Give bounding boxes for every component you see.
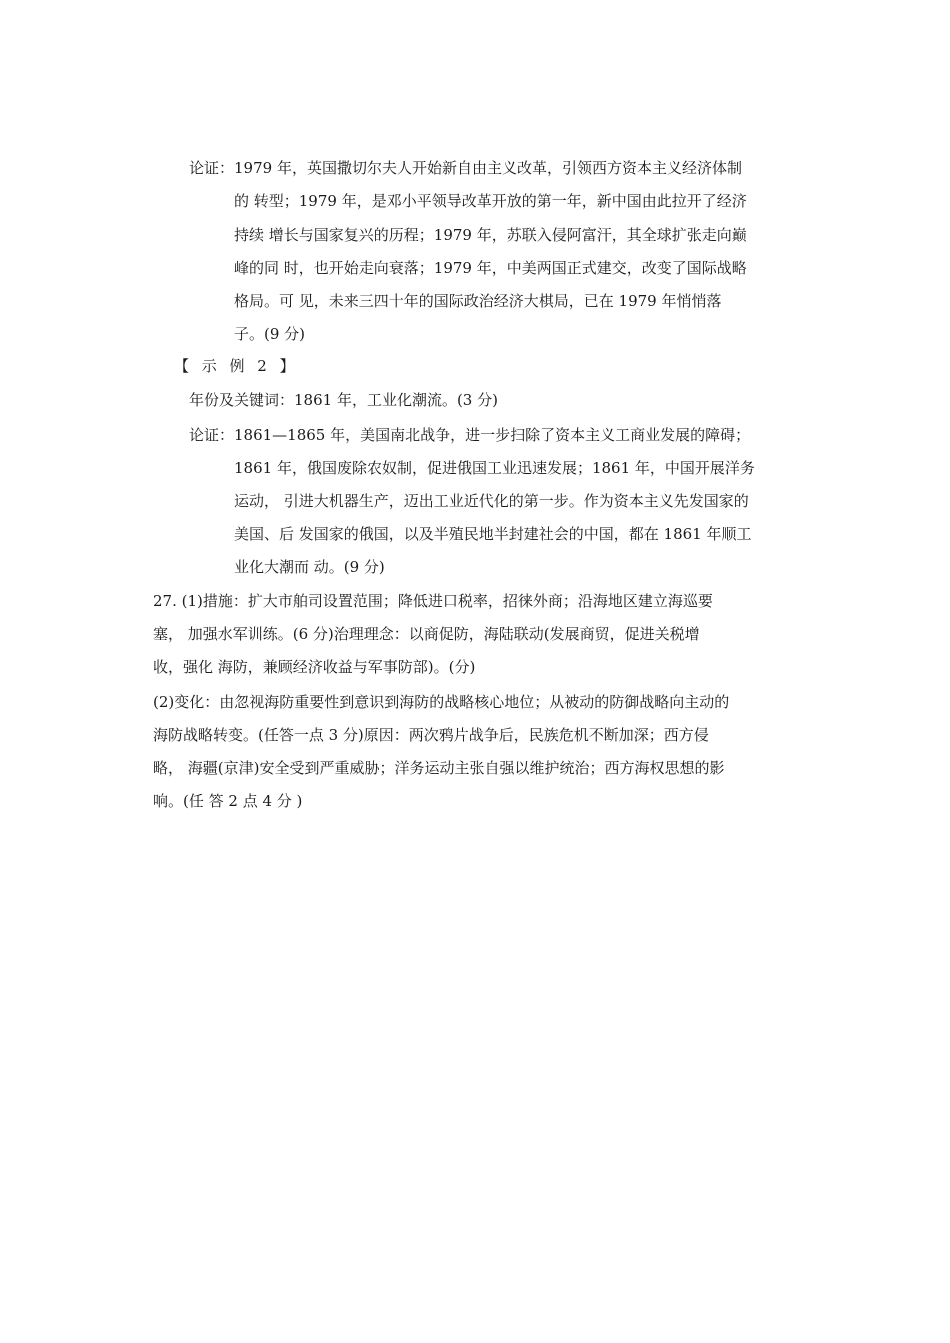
example1-argument-line-3: 持续 增长与国家复兴的历程；1979 年，苏联入侵阿富汗，其全球扩张走向巅 — [234, 226, 747, 244]
example2-argument-line-3: 运动， 引进大机器生产，迈出工业近代化的第一步。作为资本主义先发国家的 — [234, 492, 749, 510]
example1-argument-line-2: 的 转型；1979 年，是邓小平领导改革开放的第一年，新中国由此拉开了经济 — [234, 192, 747, 210]
example1-argument-line-4: 峰的同 时，也开始走向衰落；1979 年，中美两国正式建交，改变了国际战略 — [234, 259, 747, 277]
q27-part2-line-4: 响。(任 答 2 点 4 分 ) — [153, 792, 303, 810]
q27-part1-line-1: 27. (1)措施：扩大市舶司设置范围；降低进口税率，招徕外商；沿海地区建立海巡要 — [153, 592, 713, 610]
example2-label: 【 示 例 2 】 — [174, 357, 299, 375]
example1-argument-line-1: 论证：1979 年，英国撒切尔夫人开始新自由主义改革，引领西方资本主义经济体制 — [189, 159, 742, 177]
example1-argument-line-6: 子。(9 分) — [234, 325, 306, 343]
example2-argument-line-5: 业化大潮而 动。(9 分) — [234, 558, 385, 576]
example2-argument-line-4: 美国、后 发国家的俄国，以及半殖民地半封建社会的中国，都在 1861 年顺工 — [234, 525, 752, 543]
example2-argument-line-1: 论证：1861—1865 年，美国南北战争，进一步扫除了资本主义工商业发展的障碍； — [189, 426, 751, 444]
q27-part1-line-2: 塞， 加强水军训练。(6 分)治理理念：以商促防，海陆联动(发展商贸，促进关税增 — [153, 625, 700, 643]
q27-part2-line-1: (2)变化：由忽视海防重要性到意识到海防的战略核心地位；从被动的防御战略向主动的 — [153, 693, 730, 711]
example2-argument-line-2: 1861 年，俄国废除农奴制，促进俄国工业迅速发展；1861 年，中国开展洋务 — [234, 459, 755, 477]
q27-part2-line-2: 海防战略转变。(任答一点 3 分)原因：两次鸦片战争后，民族危机不断加深；西方侵 — [153, 726, 709, 744]
example1-argument-line-5: 格局。可 见，未来三四十年的国际政治经济大棋局，已在 1979 年悄悄落 — [234, 292, 722, 310]
q27-part2-line-3: 略， 海疆(京津)安全受到严重威胁；洋务运动主张自强以维护统治；西方海权思想的影 — [153, 759, 725, 777]
q27-part1-line-3: 收，强化 海防，兼顾经济收益与军事防部)。(分) — [153, 658, 476, 676]
example2-keywords: 年份及关键词：1861 年，工业化潮流。(3 分) — [189, 391, 498, 409]
